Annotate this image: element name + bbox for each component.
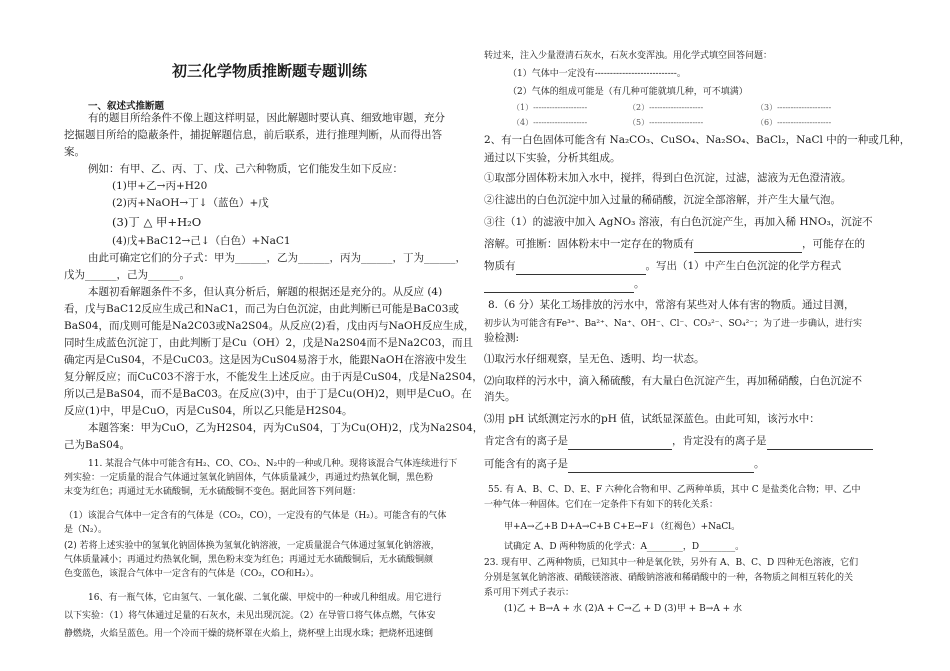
- question-2-line: 。: [484, 276, 645, 293]
- question-16-line: 16、有一瓶气体，它由氢气、一氧化碳、二氧化碳、甲烷中的一种或几种组成。用它进行: [88, 593, 442, 603]
- question-16-line: （2）气体的组成可能是（有几种可能就填几种，可不填满）: [508, 87, 748, 97]
- reaction-line: (1)甲+乙→丙+H20: [112, 180, 208, 192]
- question-23-line: (1)乙 + B→A + 水 (2)A + C→乙 + D (3)甲 + B→A + 水: [504, 604, 742, 614]
- section-heading: 一、叙述式推断题: [88, 101, 165, 112]
- question-11-line: （1）该混合气体中一定含有的气体是（CO₂，CO），一定没有的气体是（H₂）。可能含有的气体: [64, 511, 447, 521]
- text-line: 有的题目所给条件不像上题这样明显，因此解题时要认真、细致地审题，充分: [88, 112, 445, 124]
- question-16-line: 静燃烧，火焰呈蓝色。用一个冷而干燥的烧杯罩在火焰上，烧杯壁上出现水珠；把烧杯迅速倒: [64, 629, 434, 639]
- question-8-text: 肯定含有的离子是: [484, 435, 568, 447]
- question-8-line: [484, 433, 873, 450]
- answer-blank[interactable]: （6）--------------------: [756, 118, 832, 127]
- question-2-line: 2、有一白色固体可能含有 Na₂CO₃、CuSO₄、Na₂SO₄、BaCl₂，NaCl 中的一种或几种，: [484, 134, 911, 146]
- text-line: 案。: [64, 146, 85, 158]
- text-line: 例如：有甲、乙、丙、丁、戊、己六种物质，它们能发生如下反应：: [88, 163, 403, 175]
- question-8-line: 验检测:: [484, 332, 520, 344]
- answer-blank[interactable]: （3）--------------------: [756, 103, 832, 112]
- question-8-line: ⑶用 pH 试纸测定污水的pH 值，试纸显深蓝色。由此可知，该污水中：: [484, 413, 820, 425]
- text-line: 看，戊与BaC12反应生成己和NaC1，而己为白色沉淀，由此判断已可能是BaC03或: [64, 303, 459, 315]
- question-11-line: (2) 若将上述实验中的氢氧化钠固体换为氢氧化钠溶液，一定质量混合气体通过氢氧化钠溶液，: [64, 541, 440, 551]
- question-2-line: ②往滤出的白色沉淀中加入过量的稀硝酸，沉淀全部溶解，并产生大量气泡。: [484, 194, 841, 206]
- question-8-text: ，肯定没有的离子是: [672, 435, 767, 447]
- text-line: 由此可确定它们的分子式：甲为______，乙为______，丙为______，丁为______，: [88, 252, 466, 264]
- text-line: 戊为______，己为______。: [64, 269, 190, 281]
- question-2-line: [484, 236, 865, 253]
- question-8-line: 初步认为可能含有Fe³⁺、Ba²⁺、Na⁺、OH⁻、Cl⁻、CO₃²⁻、SO₄²⁻；为了进一步确认，进行实: [484, 319, 863, 329]
- text-line: 本题答案：甲为CuO，乙为H2S04，丙为CuS04，丁为Cu(OH)2，戊为Na2S04，: [88, 422, 484, 434]
- text-line: 反应(1)中，甲是CuO，丙是CuS04，所以乙只能是H2S04。: [64, 405, 353, 417]
- question-8-line: ⑵向取样的污水中，滴入稀硫酸，有大量白色沉淀产生，再加稀硝酸，白色沉淀不: [484, 375, 862, 387]
- reaction-line: (4)戊+BaC12→己↓（白色）+NaC1: [112, 235, 291, 247]
- question-2-line: ③往（1）的滤液中加入 AgNO₃ 溶液，有白色沉淀产生，再加入稀 HNO₃，沉淀不: [484, 216, 873, 228]
- question-8-line: 8.（6 分）某化工场排放的污水中，常溶有某些对人体有害的物质。通过目测，: [488, 299, 855, 311]
- question-2-line: ①取部分固体粉末加入水中，搅拌，得到白色沉淀，过滤，滤液为无色澄清液。: [484, 172, 852, 184]
- question-2-text: ，可能存在的: [802, 238, 865, 250]
- text-line: 复分解反应；而CuC03不溶于水，不能发生上述反应。由于丙是CuS04，戊是Na2S04，: [64, 371, 483, 383]
- question-11-line: 末变为红色；再通过无水硫酸铜，无水硫酸铜不变色。据此回答下列问题：: [64, 487, 362, 497]
- question-2-text: 。写出（1）中产生白色沉淀的化学方程式: [645, 260, 842, 272]
- question-16-line: （1）气体中一定没有---------------------------。: [508, 69, 686, 79]
- text-line: 确定丙是CuS04，不是CuC03。这是因为CuS04易溶于水，能跟NaOH在溶液中发生: [64, 354, 467, 366]
- text-line: 己为BaS04。: [64, 439, 131, 451]
- text-line: 同时生成蓝色沉淀丁，由此判断丁是Cu（OH）2，戊是Na2S04而不是Na2C03，而且: [64, 337, 473, 349]
- question-2-text: 溶解。可推断：固体粉末中一定存在的物质有: [484, 238, 694, 250]
- question-16-line: 转过来，注入少量澄清石灰水，石灰水变浑浊。用化学式填空回答问题：: [484, 51, 773, 61]
- question-23-line: 23. 现有甲、乙两种物质，已知其中一种是氧化铁，另外有 A、B、C、D 四种无色溶液，它们: [484, 558, 859, 568]
- answer-blank[interactable]: （2）--------------------: [628, 103, 704, 112]
- answer-underline[interactable]: [568, 437, 672, 450]
- question-11-line: 气体质量减小；再通过灼热氧化铜，黑色粉末变为红色；再通过无水硫酸铜后，无水硫酸铜颜: [64, 555, 434, 565]
- answer-blank[interactable]: （5）--------------------: [628, 118, 704, 127]
- question-55-line: 一种气体一种固体。它们在一定条件下有如下的转化关系：: [484, 500, 719, 510]
- question-11-line: 色变蓝色，该混合气体中一定含有的气体是（CO₂，CO和H₂）。: [64, 569, 320, 579]
- text-line: BaS04，而戊则可能是Na2C03或Na2S04。从反应(2)看，戊由丙与NaOH反应生成，: [64, 320, 475, 332]
- answer-underline[interactable]: [516, 262, 646, 275]
- page-title: 初三化学物质推断题专题训练: [172, 62, 368, 80]
- answer-underline[interactable]: [484, 280, 634, 293]
- question-55-line: 55. 有 A、B、C、D、E、F 六种化合物和甲、乙两种单质，其中 C 是盐类化合物；甲、乙中: [488, 485, 861, 495]
- question-8-text: 可能含有的离子是: [484, 458, 568, 470]
- question-55-line: 甲+A→乙+B D+A→C+B C+E→F↓（红褐色）+NaCl。: [504, 522, 741, 532]
- question-11-line: 是（N₂）。: [64, 525, 107, 535]
- answer-underline[interactable]: [568, 460, 754, 473]
- question-55-line: 试确定 A、D 两种物质的化学式：A________，D________。: [504, 542, 745, 552]
- question-8-line: ⑴取污水仔细观察，呈无色、透明、均一状态。: [484, 353, 705, 365]
- answer-blank[interactable]: （1）--------------------: [512, 103, 588, 112]
- question-2-line: 通过以下实验，分析其组成。: [484, 152, 621, 164]
- text-line: 挖掘题目所给的隐蔽条件，捕捉解题信息，前后联系，进行推理判断，从而得出答: [64, 129, 442, 141]
- text-line: 所以己是BaS04，而不是BaC03。在反应(3)中，由于丁是Cu(OH)2，则甲是CuO。在: [64, 388, 472, 400]
- question-2-line: [484, 258, 841, 275]
- text-line: 本题初看解题条件不多，但认真分析后，解题的根据还是充分的。从反应 (4): [88, 286, 443, 298]
- answer-underline[interactable]: [767, 437, 873, 450]
- question-8-line: 可能含有的离子是 。: [484, 456, 765, 473]
- question-23-line: 系可用下列式子表示：: [484, 588, 575, 598]
- question-23-line: 分别是氢氧化钠溶液、硝酸镁溶液、硝酸钠溶液和稀硝酸中的一种，各物质之间相互转化的关: [484, 573, 854, 583]
- answer-underline[interactable]: [694, 240, 802, 253]
- question-8-line: 消失。: [484, 391, 516, 403]
- question-16-line: 以下实验：（1）将气体通过足量的石灰水，未见出现沉淀。（2）在导管口将气体点燃，气体安: [64, 611, 436, 621]
- question-11-line: 列实验：一定质量的混合气体通过氢氧化钠固体，气体质量减少，再通过灼热氧化铜，黑色粉: [64, 473, 434, 483]
- question-11-line: 11. 某混合气体中可能含有H₂、CO、CO₂、N₂中的一种或几种。现将该混合气体连续进行下: [88, 459, 458, 469]
- question-2-text: 物质有: [484, 260, 516, 272]
- reaction-line: (2)丙+NaOH→丁↓（蓝色）+戊: [112, 197, 269, 209]
- reaction-line: (3)丁 △ 甲+H₂O: [112, 215, 202, 229]
- answer-blank[interactable]: （4）--------------------: [512, 118, 588, 127]
